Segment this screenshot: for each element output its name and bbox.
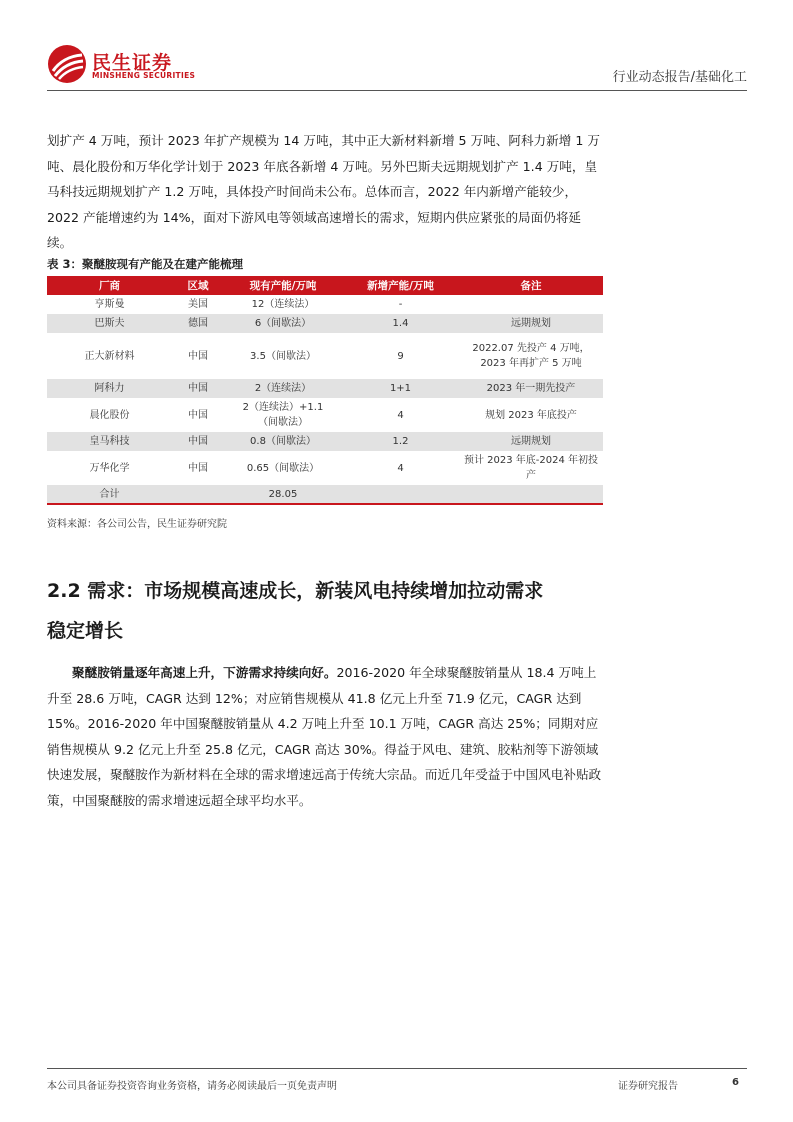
table-row xyxy=(47,398,603,432)
table-header-row xyxy=(47,276,603,295)
section-heading-continued: 稳定增长 xyxy=(47,620,124,642)
header-divider xyxy=(47,90,747,91)
page-header xyxy=(47,42,747,92)
cell-region: 美国 xyxy=(188,299,208,310)
cell-capacity-line: （间歇法） xyxy=(258,417,308,428)
logo-chinese-name: 民生证券 xyxy=(92,52,173,74)
cell-region: 中国 xyxy=(188,350,208,362)
footer-divider xyxy=(47,1068,747,1069)
minsheng-logo xyxy=(47,42,197,88)
cell-note-line: 2023 年再扩产 5 万吨 xyxy=(480,358,582,369)
cell-note: 2023 年一期先投产 xyxy=(459,379,603,398)
cell-added: 1+1 xyxy=(342,379,459,398)
cell-added: 1.2 xyxy=(342,432,459,451)
cell-company: 巴斯夫 xyxy=(47,314,172,333)
cell-company: 万华化学 xyxy=(89,462,130,474)
cell-added: 9 xyxy=(397,350,404,362)
table-row xyxy=(47,379,603,398)
cell-region: 德国 xyxy=(172,314,224,333)
intro-paragraph xyxy=(47,128,602,256)
demand-paragraph-text xyxy=(47,660,602,814)
header-company: 厂商 xyxy=(47,276,172,295)
cell-region: 中国 xyxy=(188,462,208,474)
cell-total-value: 28.05 xyxy=(224,485,342,504)
cell-capacity xyxy=(224,398,342,432)
table-row xyxy=(47,333,603,379)
table-row xyxy=(47,451,603,485)
minsheng-logo-icon xyxy=(47,44,87,84)
table-total-row xyxy=(47,485,603,504)
cell-total-label: 合计 xyxy=(47,485,172,504)
cell-note-line: 2022.07 先投产 4 万吨， xyxy=(472,343,590,354)
cell-note: 远期规划 xyxy=(459,432,603,451)
cell-capacity: 2（连续法） xyxy=(224,379,342,398)
demand-paragraph xyxy=(47,660,602,814)
cell-total-added xyxy=(342,485,459,504)
table-source: 资料来源：各公司公告，民生证券研究院 xyxy=(47,519,227,530)
cell-capacity: 12（连续法） xyxy=(251,299,315,310)
footer-report-type: 证券研究报告 xyxy=(618,1081,678,1092)
cell-note xyxy=(459,451,603,485)
header-capacity: 现有产能/万吨 xyxy=(224,276,342,295)
cell-note-line: 预计 2023 年底-2024 年初投 xyxy=(463,455,599,466)
table-row xyxy=(47,314,603,333)
cell-note: 远期规划 xyxy=(459,314,603,333)
cell-company: 阿科力 xyxy=(47,379,172,398)
cell-region: 中国 xyxy=(188,409,208,421)
table-row xyxy=(47,295,603,314)
table-row xyxy=(47,432,603,451)
cell-total-region xyxy=(172,485,224,504)
intro-paragraph-text: 划扩产 4 万吨，预计 2023 年扩产规模为 14 万吨，其中正大新材料新增 5 万吨、阿科力新增 1 万吨、晨化股份和万华化学计划于 2023 年底各新增 4 万吨。另外巴斯夫远期规划扩产 1.4 万吨，皇马科技远期规划扩产 1.2 万吨，具体投产时间尚未公布。总体而言，2022 年内新增产能较少，2022 产能增速约为 14%，面对下游风电等领域高速增长的需求，短期内供应紧张的局面仍将延续。 xyxy=(47,133,600,251)
cell-added: - xyxy=(398,299,403,310)
cell-capacity: 6（间歇法） xyxy=(224,314,342,333)
cell-total-note xyxy=(459,485,603,504)
cell-company: 亨斯曼 xyxy=(94,299,125,310)
cell-added: 4 xyxy=(397,409,404,421)
cell-company: 晨化股份 xyxy=(89,409,130,421)
cell-added: 1.4 xyxy=(342,314,459,333)
cell-note: 规划 2023 年底投产 xyxy=(485,409,577,421)
cell-capacity-line: 2（连续法）+1.1 xyxy=(242,402,324,413)
cell-note-line: 产 xyxy=(526,470,536,481)
cell-region: 中国 xyxy=(172,379,224,398)
cell-company: 正大新材料 xyxy=(84,350,135,362)
page-number: 6 xyxy=(732,1077,739,1088)
cell-capacity: 0.65（间歇法） xyxy=(246,462,320,474)
cell-company: 皇马科技 xyxy=(47,432,172,451)
cell-capacity: 0.8（间歇法） xyxy=(224,432,342,451)
logo-english-name: MINSHENG SECURITIES xyxy=(92,71,196,80)
table-title: 表 3：聚醚胺现有产能及在建产能梳理 xyxy=(47,257,244,271)
header-added: 新增产能/万吨 xyxy=(342,276,459,295)
header-region: 区域 xyxy=(172,276,224,295)
section-heading: 2.2 需求：市场规模高速成长，新装风电持续增加拉动需求 xyxy=(47,580,544,602)
capacity-table xyxy=(47,276,603,505)
cell-note xyxy=(459,333,603,379)
footer-disclaimer: 本公司具备证券投资咨询业务资格，请务必阅读最后一页免责声明 xyxy=(47,1081,337,1092)
cell-note xyxy=(459,295,603,314)
demand-body-text: 2016-2020 年全球聚醚胺销量从 18.4 万吨上升至 28.6 万吨，CAGR 达到 12%；对应销售规模从 41.8 亿元上升至 71.9 亿元，CAGR 达到 15%。2016-2020 年中国聚醚胺销量从 4.2 万吨上升至 10.1 万吨，CAGR 高达 25%；同期对应销售规模从 9.2 亿元上升至 25.8 亿元，CAGR 高达 30%。得益于风电、建筑、胶粘剂等下游领域快速发展，聚醚胺作为新材料在全球的需求增速远高于传统大宗品。而近几年受益于中国风电补贴政策，中国聚醚胺的需求增速远超全球平均水平。 xyxy=(47,665,602,808)
demand-lead-sentence: 聚醚胺销量逐年高速上升，下游需求持续向好。 xyxy=(72,665,337,680)
header-note: 备注 xyxy=(459,276,603,295)
cell-capacity: 3.5（间歇法） xyxy=(250,350,316,362)
cell-added: 4 xyxy=(397,462,404,474)
cell-region: 中国 xyxy=(172,432,224,451)
report-category: 行业动态报告/基础化工 xyxy=(612,70,747,85)
